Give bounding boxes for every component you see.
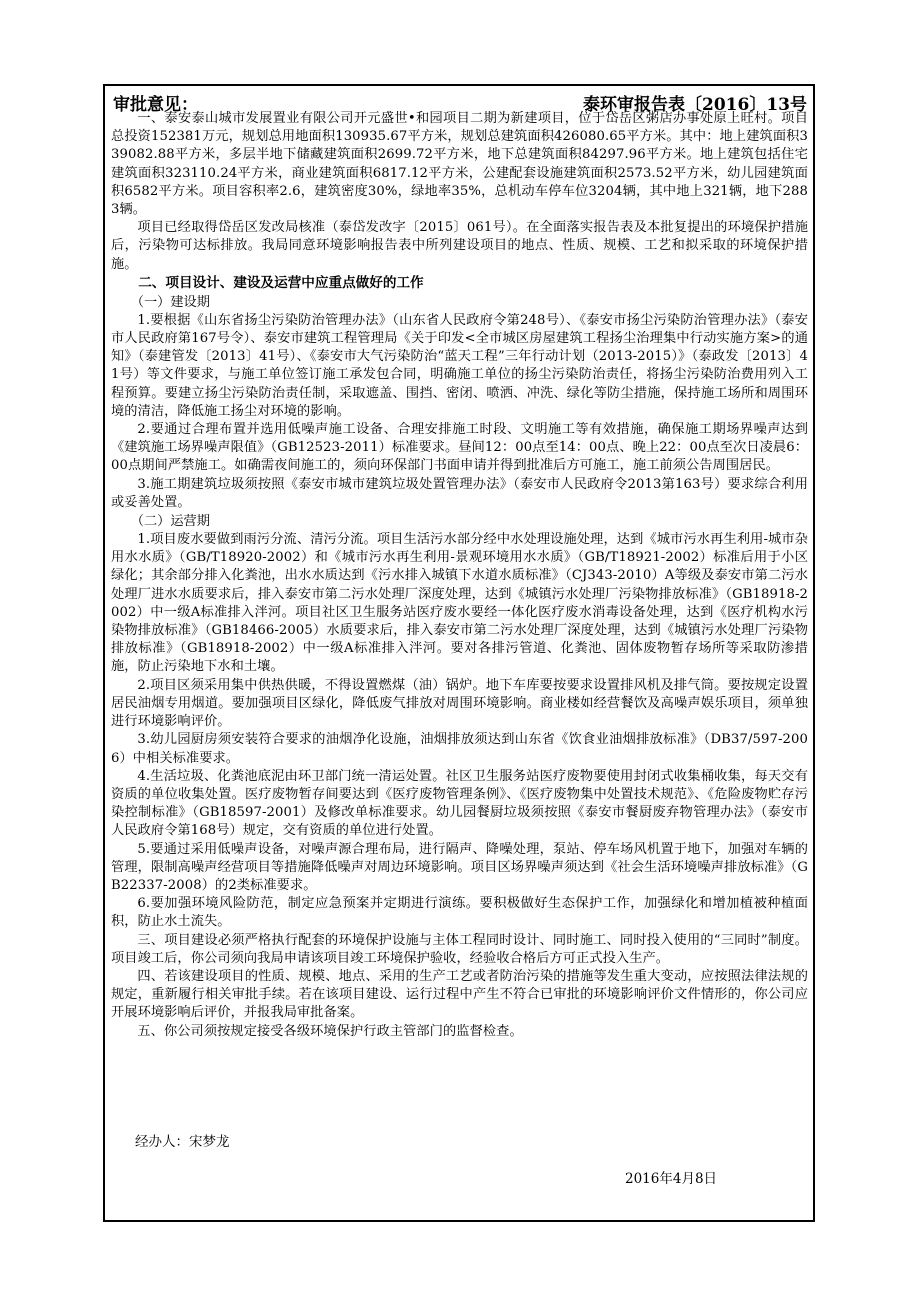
approval-frame xyxy=(103,84,815,1222)
paragraph-project-overview: 一、泰安泰山城市发展置业有限公司开元盛世•和园项目二期为新建项目，位于岱岳区粥店办事处原上旺村。项目总投资152381万元，规划总用地面积130935.67平方米，规划总建筑面积426080.65平方米。其中：地上建筑面积339082.88平方米，多层半地下储藏建筑面积2699.72平方米，地下总建筑面积84297.96平方米。地上建筑包括住宅建筑面积323110.24平方米，商业建筑面积6817.12平方米，公建配套设施建筑面积2573.52平方米，幼儿园建筑面积6582平方米。项目容积率2.6，建筑密度30%，绿地率35%，总机动车停车位3204辆，其中地上321辆，地下2883辆。 xyxy=(111,111,808,218)
construction-title: （一）建设期 xyxy=(130,294,210,310)
approval-opinion-label: 审批意见： xyxy=(113,95,198,115)
closing-paragraph: 四、若该建设项目的性质、规模、地点、采用的生产工艺或者防治污染的措施等发生重大变动，应按照法律法规的规定，重新履行相关审批手续。若在该项目建设、运行过程中产生不符合已审批的环境影响评价文件情形的，你公司应开展环境影响后评价，并报我局审批备案。 xyxy=(111,968,808,1021)
construction-item: 1.要根据《山东省扬尘污染防治管理办法》（山东省人民政府令第248号）、《泰安市扬尘污染防治管理办法》（泰安市人民政府第167号令）、泰安市建筑工程管理局《关于印发<全市城区房屋建筑工程扬尘治理集中行动实施方案>的通知》（泰建管发〔2013〕41号）、《泰安市大气污染防治“蓝天工程”三年行动计划（2013-2015）》（泰政发〔2013〕41号）等文件要求，与施工单位签订施工承发包合同，明确施工单位的扬尘污染防治责任，将扬尘污染防治费用列入工程预算。要建立扬尘污染防治责任制，采取遮盖、围挡、密闭、喷洒、冲洗、绿化等防尘措施，保持施工场所和周围环境的清洁，降低施工扬尘对环境的影响。 xyxy=(111,312,808,419)
paragraph-approval-basis: 项目已经取得岱岳区发改局核准（泰岱发改字〔2015〕061号）。在全面落实报告表及本批复提出的环境保护措施后，污染物可达标排放。我局同意环境影响报告表中所列建设项目的地点、性质、规模、工艺和拟采取的环境保护措施。 xyxy=(111,220,808,272)
approval-date: 2016年4月8日 xyxy=(625,1171,718,1187)
operation-item: 1.项目废水要做到雨污分流、清污分流。项目生活污水部分经中水处理设施处理，达到《城市污水再生利用-城市杂用水水质》（GB/T18920-2002）和《城市污水再生利用-景观环境用水水质》（GB/T18921-2002）标准后用于小区绿化；其余部分排入化粪池，出水水质达到《污水排入城镇下水道水质标准》（CJ343-2010）A等级及泰安市第二污水处理厂进水水质要求后，排入泰安市第二污水处理厂深度处理，达到《城镇污水处理厂污染物排放标准》（GB18918-2002）中一级A标准排入泮河。项目社区卫生服务站医疗废水要经一体化医疗废水消毒设备处理，达到《医疗机构水污染物排放标准》（GB18466-2005）水质要求后，排入泰安市第二污水处理厂深度处理，达到《城镇污水处理厂污染物排放标准》（GB18918-2002）中一级A标准排入泮河。要对各排污管道、化粪池、固体废物暂存场所等采取防渗措施，防止污染地下水和土壤。 xyxy=(111,532,808,675)
signer: 经办人：宋梦龙 xyxy=(135,1134,230,1150)
operation-item: 5.要通过采用低噪声设备，对噪声源合理布局，进行隔声、降噪处理，泵站、停车场风机置于地下，加强对车辆的管理，限制高噪声经营项目等措施降低噪声对周边环境影响。项目区场界噪声须达到《社会生活环境噪声排放标准》（GB22337-2008）的2类标准要求。 xyxy=(111,841,808,893)
closing-paragraph: 三、项目建设必须严格执行配套的环境保护设施与主体工程同时设计、同时施工、同时投入使用的“三同时”制度。项目竣工后，你公司须向我局申请该项目竣工环境保护验收，经验收合格后方可正式投入生产。 xyxy=(111,932,808,966)
operation-item: 6.要加强环境风险防范，制定应急预案并定期进行演练。要积极做好生态保护工作，加强绿化和增加植被种植面积，防止水土流失。 xyxy=(111,896,808,930)
operation-item: 2.项目区须采用集中供热供暖，不得设置燃煤（油）锅炉。地下车库要按要求设置排风机及排气筒。要按规定设置居民油烟专用烟道。要加强项目区绿化，降低废气排放对周围环境影响。商业楼如经营餐饮及高噪声娱乐项目，须单独进行环境影响评价。 xyxy=(111,677,808,730)
document-number: 泰环审报告表〔2016〕13号 xyxy=(583,95,807,115)
operation-item: 3.幼儿园厨房须安装符合要求的油烟净化设施，油烟排放须达到山东省《饮食业油烟排放标准》（DB37/597-2006）中相关标准要求。 xyxy=(111,732,808,766)
construction-item: 2.要通过合理布置并选用低噪声施工设备、合理安排施工时段、文明施工等有效措施，确保施工期场界噪声达到《建筑施工场界噪声限值》（GB12523-2011）标准要求。昼间12：00点至14：00点、晚上22：00点至次日凌晨6：00点期间严禁施工。如确需夜间施工的，须向环保部门书面申请并得到批准后方可施工，施工前须公告周围居民。 xyxy=(111,422,808,474)
section-title: 二、项目设计、建设及运营中应重点做好的工作 xyxy=(138,274,424,291)
operation-title: （二）运营期 xyxy=(130,514,210,530)
approval-content xyxy=(111,110,808,1041)
closing-paragraph: 五、你公司须按规定接受各级环境保护行政主管部门的监督检查。 xyxy=(137,1023,523,1039)
construction-item: 3.施工期建筑垃圾须按照《泰安市城市建筑垃圾处置管理办法》（泰安市人民政府令2013第163号）要求综合利用或妥善处置。 xyxy=(111,476,808,510)
operation-item: 4.生活垃圾、化粪池底泥由环卫部门统一清运处置。社区卫生服务站医疗废物要使用封闭式收集桶收集，每天交有资质的单位收集处置。医疗废物暂存间要达到《医疗废物管理条例》、《医疗废物集中处置技术规范》、《危险废物贮存污染控制标准》（GB18597-2001）及修改单标准要求。幼儿园餐厨垃圾须按照《泰安市餐厨废弃物管理办法》（泰安市人民政府令第168号）规定，交有资质的单位进行处置。 xyxy=(111,768,808,839)
